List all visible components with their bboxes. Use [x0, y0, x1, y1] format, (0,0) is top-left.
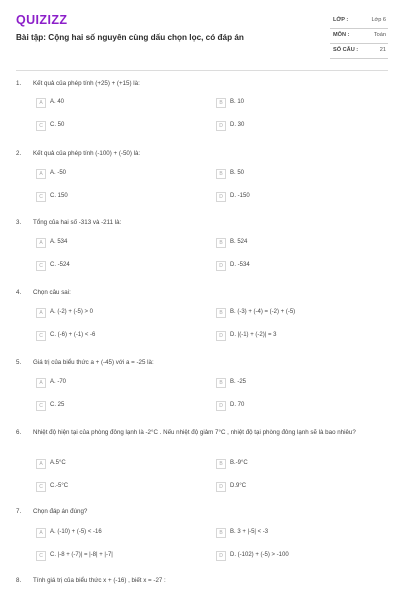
option-text: A. -70: [50, 379, 67, 385]
option-letter-box: D: [216, 401, 226, 411]
worksheet-meta: [330, 14, 388, 59]
meta-key: SỐ CÂU :: [333, 47, 359, 53]
header-divider: [16, 70, 388, 71]
option-text: B. 3 + |-5| < -3: [230, 529, 269, 535]
option-text: C. |-8 + (-7)| = |-8| + |-7|: [50, 552, 113, 558]
question-number: 8.: [16, 577, 22, 584]
option-letter-box: A: [36, 308, 46, 318]
question-text: Giá trị của biểu thức a + (-45) với a = -25 là:: [33, 359, 154, 366]
option-text: C. -524: [50, 262, 70, 268]
option-letter-box: A: [36, 459, 46, 469]
option-letter-box: C: [36, 401, 46, 411]
option-text: B. 50: [230, 170, 245, 176]
option-text: B. 524: [230, 239, 248, 245]
option-letter-box: D: [216, 121, 226, 131]
option-letter-box: C: [36, 551, 46, 561]
question-number: 3.: [16, 219, 22, 226]
option-text: D. |(-1) + (-2)| = 3: [230, 332, 277, 338]
option-text: A. (-2) + (-5) > 0: [50, 309, 94, 315]
option-letter-box: A: [36, 528, 46, 538]
meta-value: 21: [379, 47, 386, 53]
option-text: C. 25: [50, 402, 65, 408]
meta-value: Toán: [373, 32, 386, 38]
option-text: D. 30: [230, 122, 245, 128]
meta-key: LỚP :: [333, 17, 349, 23]
option-text: A. 534: [50, 239, 68, 245]
option-text: D. -150: [230, 193, 250, 199]
meta-value: Lớp 6: [371, 17, 386, 23]
option-text: D. -534: [230, 262, 250, 268]
question-text: Nhiệt độ hiện tại của phòng đông lạnh là -2°C . Nếu nhiệt độ giảm 7°C , nhiệt độ tại phòng đông lạnh sẽ là bao nhiêu?: [33, 429, 356, 436]
option-letter-box: B: [216, 169, 226, 179]
option-letter-box: C: [36, 482, 46, 492]
option-text: B. 10: [230, 99, 245, 105]
option-letter-box: B: [216, 378, 226, 388]
question-text: Chọn câu sai:: [33, 289, 71, 296]
option-letter-box: B: [216, 459, 226, 469]
option-letter-box: D: [216, 482, 226, 492]
option-letter-box: C: [36, 261, 46, 271]
option-letter-box: A: [36, 98, 46, 108]
question-number: 7.: [16, 508, 22, 515]
question-text: Kết quả của phép tính (+25) + (+15) là:: [33, 80, 140, 87]
option-text: C. 50: [50, 122, 65, 128]
option-text: B. -25: [230, 379, 247, 385]
option-text: D. (-102) + (-5) > -100: [230, 552, 289, 558]
question-text: Tính giá trị của biểu thức x + (-16) , biết x = -27 :: [33, 577, 166, 584]
option-letter-box: A: [36, 169, 46, 179]
option-letter-box: D: [216, 551, 226, 561]
meta-question-count: [330, 44, 388, 59]
option-letter-box: B: [216, 98, 226, 108]
quizizz-logo: QUIZIZZ: [16, 13, 68, 27]
option-text: C.-5°C: [50, 483, 69, 489]
question-number: 1.: [16, 80, 22, 87]
option-text: A. (-10) + (-5) < -16: [50, 529, 102, 535]
option-letter-box: C: [36, 121, 46, 131]
option-letter-box: B: [216, 308, 226, 318]
worksheet-title: Bài tập: Cộng hai số nguyên cùng dấu chọn lọc, có đáp án: [16, 33, 244, 42]
question-text: Kết quả của phép tính (-100) + (-50) là:: [33, 150, 141, 157]
option-text: B.-9°C: [230, 460, 248, 466]
option-text: B. (-3) + (-4) = (-2) + (-5): [230, 309, 296, 315]
option-letter-box: B: [216, 238, 226, 248]
option-text: C. 150: [50, 193, 68, 199]
option-text: A.5°C: [50, 460, 66, 466]
option-text: A. -50: [50, 170, 67, 176]
option-text: D.9°C: [230, 483, 247, 489]
option-letter-box: D: [216, 192, 226, 202]
option-text: C. (-6) + (-1) < -6: [50, 332, 96, 338]
question-number: 2.: [16, 150, 22, 157]
meta-class: [330, 14, 388, 29]
option-letter-box: A: [36, 378, 46, 388]
question-number: 4.: [16, 289, 22, 296]
option-letter-box: A: [36, 238, 46, 248]
meta-subject: [330, 29, 388, 44]
option-letter-box: D: [216, 261, 226, 271]
option-letter-box: C: [36, 192, 46, 202]
meta-key: MÔN :: [333, 32, 350, 38]
question-number: 6.: [16, 429, 22, 436]
option-letter-box: B: [216, 528, 226, 538]
question-number: 5.: [16, 359, 22, 366]
question-text: Chọn đáp án đúng?: [33, 508, 88, 515]
question-text: Tổng của hai số -313 và -211 là:: [33, 219, 122, 226]
option-text: D. 70: [230, 402, 245, 408]
option-text: A. 40: [50, 99, 65, 105]
option-letter-box: D: [216, 331, 226, 341]
option-letter-box: C: [36, 331, 46, 341]
